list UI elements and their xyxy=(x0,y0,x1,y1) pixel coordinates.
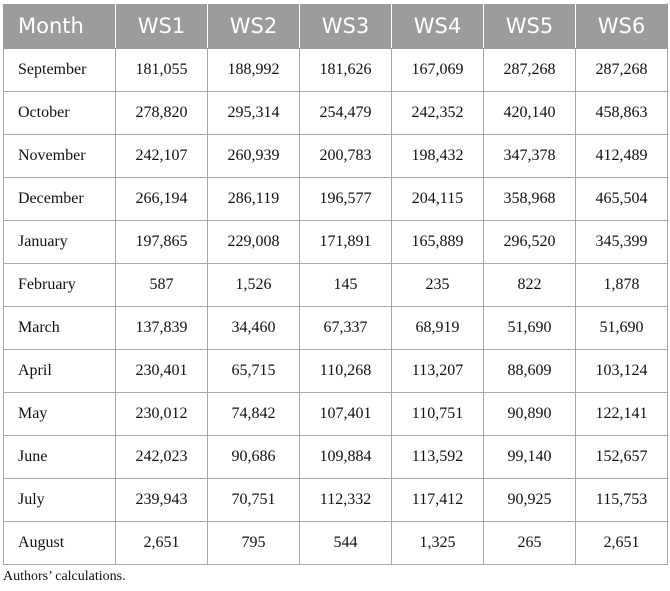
value-cell-ws2: 34,460 xyxy=(208,307,300,350)
month-cell: December xyxy=(4,178,116,221)
monthly-ws-table xyxy=(3,3,668,565)
value-cell-ws1: 242,023 xyxy=(116,436,208,479)
value-cell-ws4: 113,207 xyxy=(392,350,484,393)
table-row xyxy=(4,307,668,350)
column-header-ws6: WS6 xyxy=(576,4,668,49)
table-row xyxy=(4,350,668,393)
value-cell-ws6: 2,651 xyxy=(576,522,668,565)
footnote: Authors’ calculations. xyxy=(3,569,126,584)
value-cell-ws3: 109,884 xyxy=(300,436,392,479)
value-cell-ws1: 230,401 xyxy=(116,350,208,393)
value-cell-ws3: 254,479 xyxy=(300,92,392,135)
data-table-container xyxy=(3,3,667,565)
value-cell-ws4: 235 xyxy=(392,264,484,307)
value-cell-ws3: 67,337 xyxy=(300,307,392,350)
table-row xyxy=(4,92,668,135)
value-cell-ws5: 90,890 xyxy=(484,393,576,436)
column-header-ws4: WS4 xyxy=(392,4,484,49)
value-cell-ws1: 2,651 xyxy=(116,522,208,565)
month-cell: October xyxy=(4,92,116,135)
value-cell-ws5: 347,378 xyxy=(484,135,576,178)
value-cell-ws2: 188,992 xyxy=(208,49,300,92)
value-cell-ws5: 99,140 xyxy=(484,436,576,479)
value-cell-ws2: 70,751 xyxy=(208,479,300,522)
value-cell-ws4: 1,325 xyxy=(392,522,484,565)
value-cell-ws6: 122,141 xyxy=(576,393,668,436)
value-cell-ws4: 68,919 xyxy=(392,307,484,350)
header-row xyxy=(4,4,668,49)
value-cell-ws6: 458,863 xyxy=(576,92,668,135)
value-cell-ws4: 167,069 xyxy=(392,49,484,92)
value-cell-ws1: 278,820 xyxy=(116,92,208,135)
value-cell-ws1: 239,943 xyxy=(116,479,208,522)
table-row xyxy=(4,178,668,221)
value-cell-ws2: 229,008 xyxy=(208,221,300,264)
value-cell-ws3: 145 xyxy=(300,264,392,307)
table-row xyxy=(4,436,668,479)
value-cell-ws5: 88,609 xyxy=(484,350,576,393)
month-cell: November xyxy=(4,135,116,178)
value-cell-ws6: 287,268 xyxy=(576,49,668,92)
month-cell: February xyxy=(4,264,116,307)
value-cell-ws5: 90,925 xyxy=(484,479,576,522)
value-cell-ws6: 103,124 xyxy=(576,350,668,393)
value-cell-ws5: 822 xyxy=(484,264,576,307)
value-cell-ws2: 295,314 xyxy=(208,92,300,135)
value-cell-ws2: 286,119 xyxy=(208,178,300,221)
value-cell-ws1: 181,055 xyxy=(116,49,208,92)
value-cell-ws3: 544 xyxy=(300,522,392,565)
table-row xyxy=(4,264,668,307)
value-cell-ws5: 296,520 xyxy=(484,221,576,264)
value-cell-ws5: 420,140 xyxy=(484,92,576,135)
month-cell: April xyxy=(4,350,116,393)
month-cell: September xyxy=(4,49,116,92)
value-cell-ws3: 110,268 xyxy=(300,350,392,393)
value-cell-ws2: 90,686 xyxy=(208,436,300,479)
value-cell-ws6: 1,878 xyxy=(576,264,668,307)
value-cell-ws3: 171,891 xyxy=(300,221,392,264)
value-cell-ws3: 196,577 xyxy=(300,178,392,221)
value-cell-ws4: 242,352 xyxy=(392,92,484,135)
value-cell-ws5: 287,268 xyxy=(484,49,576,92)
month-cell: August xyxy=(4,522,116,565)
value-cell-ws2: 65,715 xyxy=(208,350,300,393)
table-body xyxy=(4,49,668,565)
month-cell: July xyxy=(4,479,116,522)
value-cell-ws6: 412,489 xyxy=(576,135,668,178)
column-header-ws2: WS2 xyxy=(208,4,300,49)
value-cell-ws6: 115,753 xyxy=(576,479,668,522)
value-cell-ws1: 197,865 xyxy=(116,221,208,264)
value-cell-ws4: 113,592 xyxy=(392,436,484,479)
table-row xyxy=(4,479,668,522)
month-cell: March xyxy=(4,307,116,350)
value-cell-ws6: 51,690 xyxy=(576,307,668,350)
month-cell: May xyxy=(4,393,116,436)
column-header-ws1: WS1 xyxy=(116,4,208,49)
table-row xyxy=(4,221,668,264)
value-cell-ws4: 198,432 xyxy=(392,135,484,178)
value-cell-ws2: 74,842 xyxy=(208,393,300,436)
table-row xyxy=(4,393,668,436)
value-cell-ws3: 112,332 xyxy=(300,479,392,522)
table-row xyxy=(4,49,668,92)
value-cell-ws4: 110,751 xyxy=(392,393,484,436)
value-cell-ws6: 465,504 xyxy=(576,178,668,221)
column-header-ws3: WS3 xyxy=(300,4,392,49)
table-row xyxy=(4,522,668,565)
value-cell-ws2: 1,526 xyxy=(208,264,300,307)
value-cell-ws5: 265 xyxy=(484,522,576,565)
value-cell-ws4: 204,115 xyxy=(392,178,484,221)
month-cell: June xyxy=(4,436,116,479)
value-cell-ws5: 358,968 xyxy=(484,178,576,221)
value-cell-ws3: 181,626 xyxy=(300,49,392,92)
value-cell-ws3: 200,783 xyxy=(300,135,392,178)
value-cell-ws2: 260,939 xyxy=(208,135,300,178)
value-cell-ws4: 165,889 xyxy=(392,221,484,264)
column-header-month: Month xyxy=(4,4,116,49)
value-cell-ws5: 51,690 xyxy=(484,307,576,350)
value-cell-ws1: 137,839 xyxy=(116,307,208,350)
value-cell-ws3: 107,401 xyxy=(300,393,392,436)
value-cell-ws4: 117,412 xyxy=(392,479,484,522)
value-cell-ws1: 230,012 xyxy=(116,393,208,436)
table-header xyxy=(4,4,668,49)
value-cell-ws2: 795 xyxy=(208,522,300,565)
month-cell: January xyxy=(4,221,116,264)
value-cell-ws1: 266,194 xyxy=(116,178,208,221)
column-header-ws5: WS5 xyxy=(484,4,576,49)
value-cell-ws1: 242,107 xyxy=(116,135,208,178)
value-cell-ws6: 152,657 xyxy=(576,436,668,479)
value-cell-ws1: 587 xyxy=(116,264,208,307)
value-cell-ws6: 345,399 xyxy=(576,221,668,264)
table-row xyxy=(4,135,668,178)
